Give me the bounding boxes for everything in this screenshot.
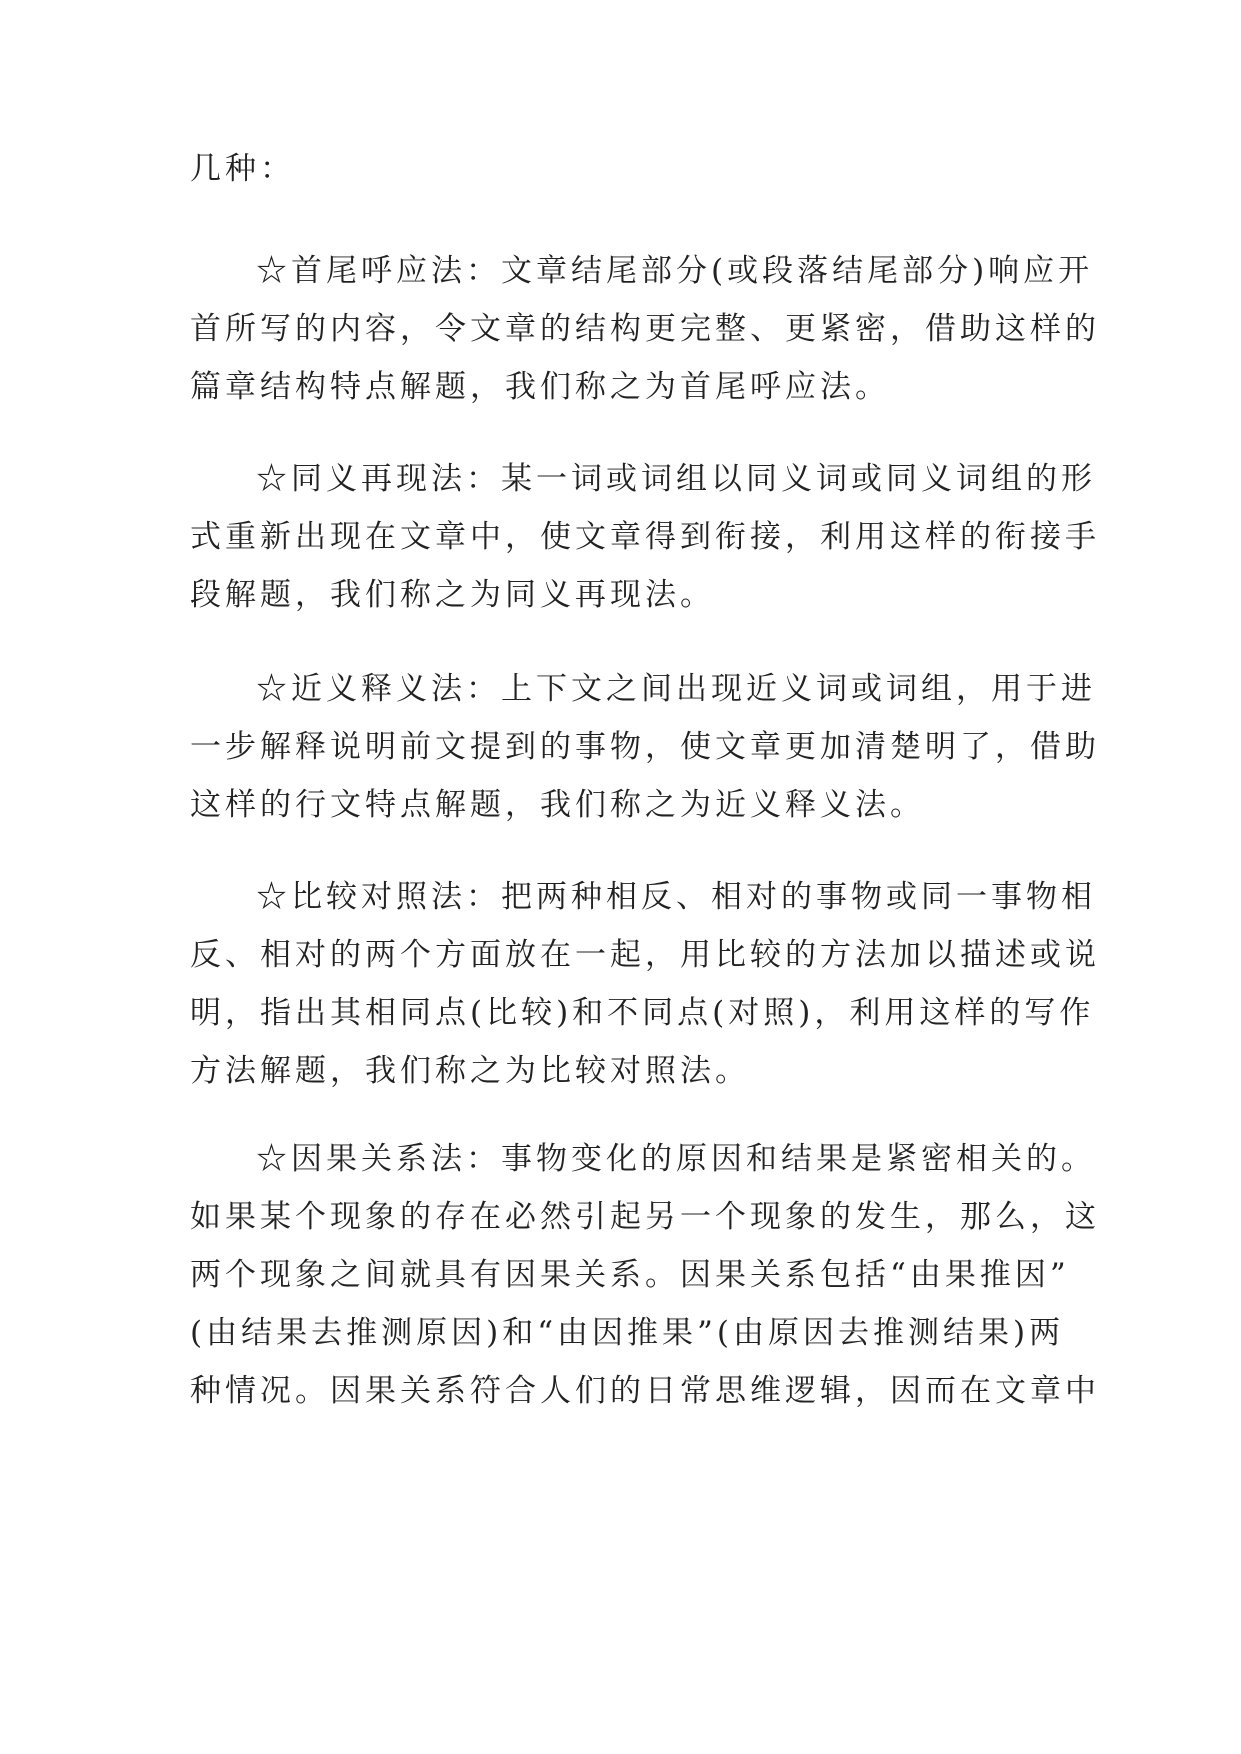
text-line: 种情况。因果关系符合人们的日常思维逻辑，因而在文章中 (190, 1373, 1100, 1409)
text-line: 如果某个现象的存在必然引起另一个现象的发生，那么，这 (190, 1199, 1100, 1235)
paragraph-yinguo-guanxi (190, 1130, 1100, 1420)
text-line: 几种： (190, 151, 295, 187)
text-line: ☆因果关系法：事物变化的原因和结果是紧密相关的。 (256, 1141, 1096, 1177)
text-line: 一步解释说明前文提到的事物，使文章更加清楚明了，借助 (190, 729, 1100, 765)
intro-line (190, 140, 1050, 198)
paragraph-tongyi-zaixian (190, 450, 1100, 624)
text-line: 方法解题，我们称之为比较对照法。 (190, 1053, 750, 1089)
text-line: 式重新出现在文章中，使文章得到衔接，利用这样的衔接手 (190, 519, 1100, 555)
text-line: (由结果去推测原因)和“由因推果”(由原因去推测结果)两 (190, 1315, 1065, 1351)
text-line: ☆首尾呼应法：文章结尾部分(或段落结尾部分)响应开 (256, 253, 1094, 289)
paragraph-bijiao-duizhao (190, 868, 1100, 1100)
paragraph-shouwei-huying (190, 242, 1100, 416)
text-line: 反、相对的两个方面放在一起，用比较的方法加以描述或说 (190, 937, 1100, 973)
text-line: ☆同义再现法：某一词或词组以同义词或同义词组的形 (256, 461, 1096, 497)
text-line: 明，指出其相同点(比较)和不同点(对照)，利用这样的写作 (190, 995, 1095, 1031)
text-line: 这样的行文特点解题，我们称之为近义释义法。 (190, 787, 925, 823)
text-line: 首所写的内容，令文章的结构更完整、更紧密，借助这样的 (190, 311, 1100, 347)
text-line: 两个现象之间就具有因果关系。因果关系包括“由果推因” (190, 1257, 1070, 1293)
text-line: ☆比较对照法：把两种相反、相对的事物或同一事物相 (256, 879, 1096, 915)
text-line: 篇章结构特点解题，我们称之为首尾呼应法。 (190, 369, 890, 405)
text-line: 段解题，我们称之为同义再现法。 (190, 577, 715, 613)
paragraph-jinyi-shiyi (190, 660, 1100, 834)
text-line: ☆近义释义法：上下文之间出现近义词或词组，用于进 (256, 671, 1096, 707)
